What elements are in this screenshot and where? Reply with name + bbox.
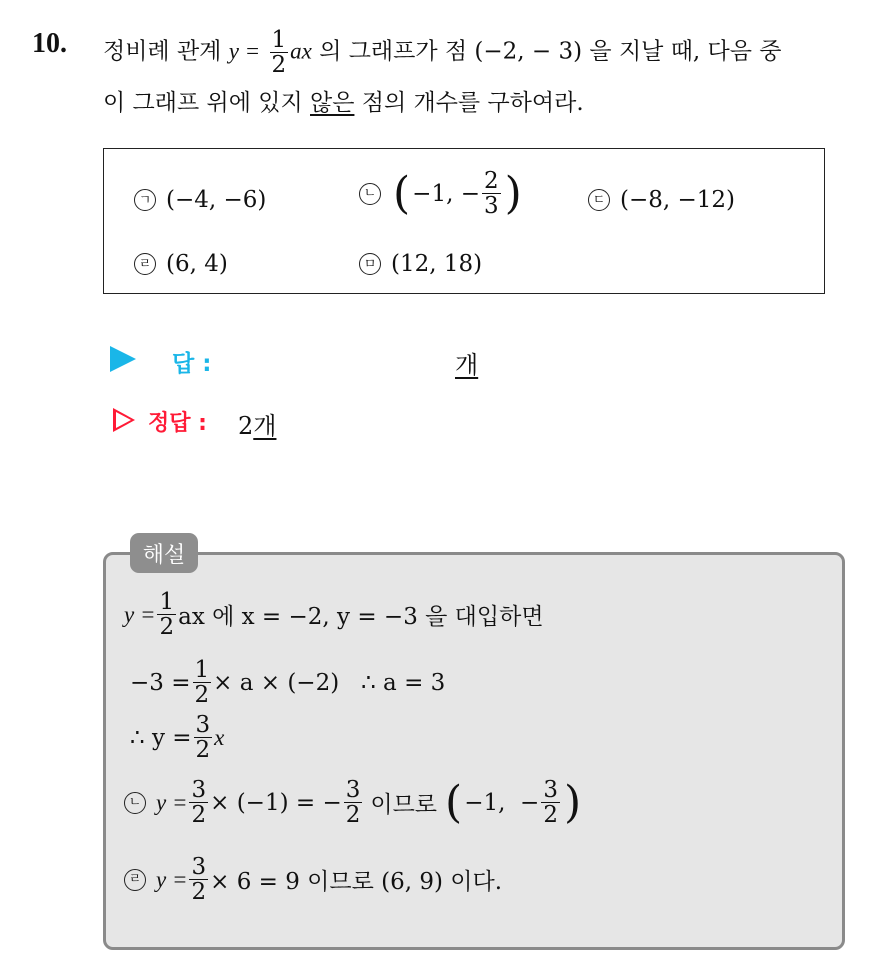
fraction xyxy=(189,855,208,904)
underlined-not: 않은 xyxy=(310,90,355,116)
fraction-numerator: 1 xyxy=(271,27,287,53)
correct-label: 정답 : xyxy=(148,411,207,436)
choice-text: −1, − xyxy=(412,180,480,207)
explanation-line-3 xyxy=(124,713,224,762)
math-x: x xyxy=(214,724,225,750)
fraction-denominator: 3 xyxy=(483,193,499,220)
fraction-denominator: 2 xyxy=(195,737,211,764)
explanation-line-4 xyxy=(124,778,583,827)
line-text: −3 = xyxy=(130,669,191,696)
answer-triangle-icon xyxy=(110,346,136,372)
choice-text: (6, 4) xyxy=(166,251,228,277)
choice-marker-icon: ㄹ xyxy=(134,253,156,275)
fraction-denominator: 2 xyxy=(543,802,558,829)
fraction-denominator: 2 xyxy=(191,879,207,906)
fraction-numerator: 1 xyxy=(159,589,175,615)
right-paren: ) xyxy=(504,167,522,219)
explanation-line-5 xyxy=(124,855,502,904)
fraction xyxy=(193,658,212,707)
fraction xyxy=(189,778,208,827)
correct-triangle-hollow xyxy=(116,412,131,428)
math-y: y = xyxy=(124,601,156,627)
fraction-denominator: 2 xyxy=(194,682,210,709)
fraction-denominator: 2 xyxy=(345,802,361,829)
question-text-pre: 정비례 관계 xyxy=(103,38,222,65)
line-text: 이므로 xyxy=(370,792,438,819)
fraction xyxy=(541,778,560,827)
equation-lhs: y = xyxy=(228,38,261,64)
answer-label: 답 : xyxy=(172,351,212,377)
choice-5 xyxy=(359,251,482,277)
fraction-denominator: 2 xyxy=(159,614,175,641)
choice-marker-icon: ㄴ xyxy=(124,792,146,814)
fraction-numerator: 2 xyxy=(483,168,499,194)
question-text-line2-pre: 이 그래프 위에 있지 xyxy=(103,90,303,116)
choice-marker-icon: ㄷ xyxy=(588,189,610,211)
line-text: −1, − xyxy=(464,789,540,816)
correct-value: 2 xyxy=(238,412,254,440)
explanation-line-2 xyxy=(124,658,445,707)
choice-text: (−8, −12) xyxy=(620,187,736,213)
choice-marker-icon: ㄴ xyxy=(359,183,381,205)
left-paren: ( xyxy=(445,776,463,828)
question-text-post: 의 그래프가 점 (−2, − 3) 을 지날 때, 다음 중 xyxy=(319,38,782,65)
equation-rhs: ax xyxy=(290,38,312,64)
fraction-numerator: 3 xyxy=(191,854,207,880)
line-text: ax 에 x = −2, y = −3 을 대입하면 xyxy=(178,604,544,631)
correct-unit: 개 xyxy=(253,412,277,440)
choice-3 xyxy=(588,187,735,213)
line-text: × a × (−2) ∴ a = 3 xyxy=(213,669,446,696)
question-line-2 xyxy=(103,84,584,117)
fraction-numerator: 1 xyxy=(194,657,210,683)
fraction xyxy=(194,713,213,762)
fraction-numerator: 3 xyxy=(195,712,211,738)
right-paren: ) xyxy=(563,776,582,828)
question-line-1 xyxy=(103,28,782,77)
choice-fraction xyxy=(482,169,501,218)
math-y: y = xyxy=(156,789,188,815)
choice-2 xyxy=(359,169,524,218)
correct-value-wrap xyxy=(238,406,276,441)
fraction-denominator: 2 xyxy=(191,802,207,829)
fraction-numerator: 3 xyxy=(345,777,361,803)
fraction-denominator: 2 xyxy=(271,52,287,79)
line-text: × 6 = 9 이므로 (6, 9) 이다. xyxy=(210,869,503,896)
choice-1 xyxy=(134,187,266,213)
explanation-line-1 xyxy=(124,590,544,639)
left-paren: ( xyxy=(393,167,411,219)
choice-marker-icon: ㄱ xyxy=(134,189,156,211)
choice-marker-icon: ㅁ xyxy=(359,253,381,275)
choice-text: (−4, −6) xyxy=(166,187,267,213)
answer-unit: 개 xyxy=(455,351,479,379)
fraction-half xyxy=(270,28,289,77)
question-text-line2-post: 점의 개수를 구하여라. xyxy=(361,90,584,116)
fraction xyxy=(344,778,363,827)
fraction-numerator: 3 xyxy=(543,777,558,803)
line-text: × (−1) = − xyxy=(210,789,342,816)
line-text: ∴ y = xyxy=(130,724,192,751)
fraction xyxy=(157,590,176,639)
choice-4 xyxy=(134,251,228,277)
question-number: 10. xyxy=(32,28,67,59)
choices-box xyxy=(103,148,825,294)
choice-text: (12, 18) xyxy=(391,251,483,277)
fraction-numerator: 3 xyxy=(191,777,207,803)
choice-marker-icon: ㄹ xyxy=(124,869,146,891)
math-y: y = xyxy=(156,866,188,892)
explanation-tab: 해설 xyxy=(130,533,198,573)
